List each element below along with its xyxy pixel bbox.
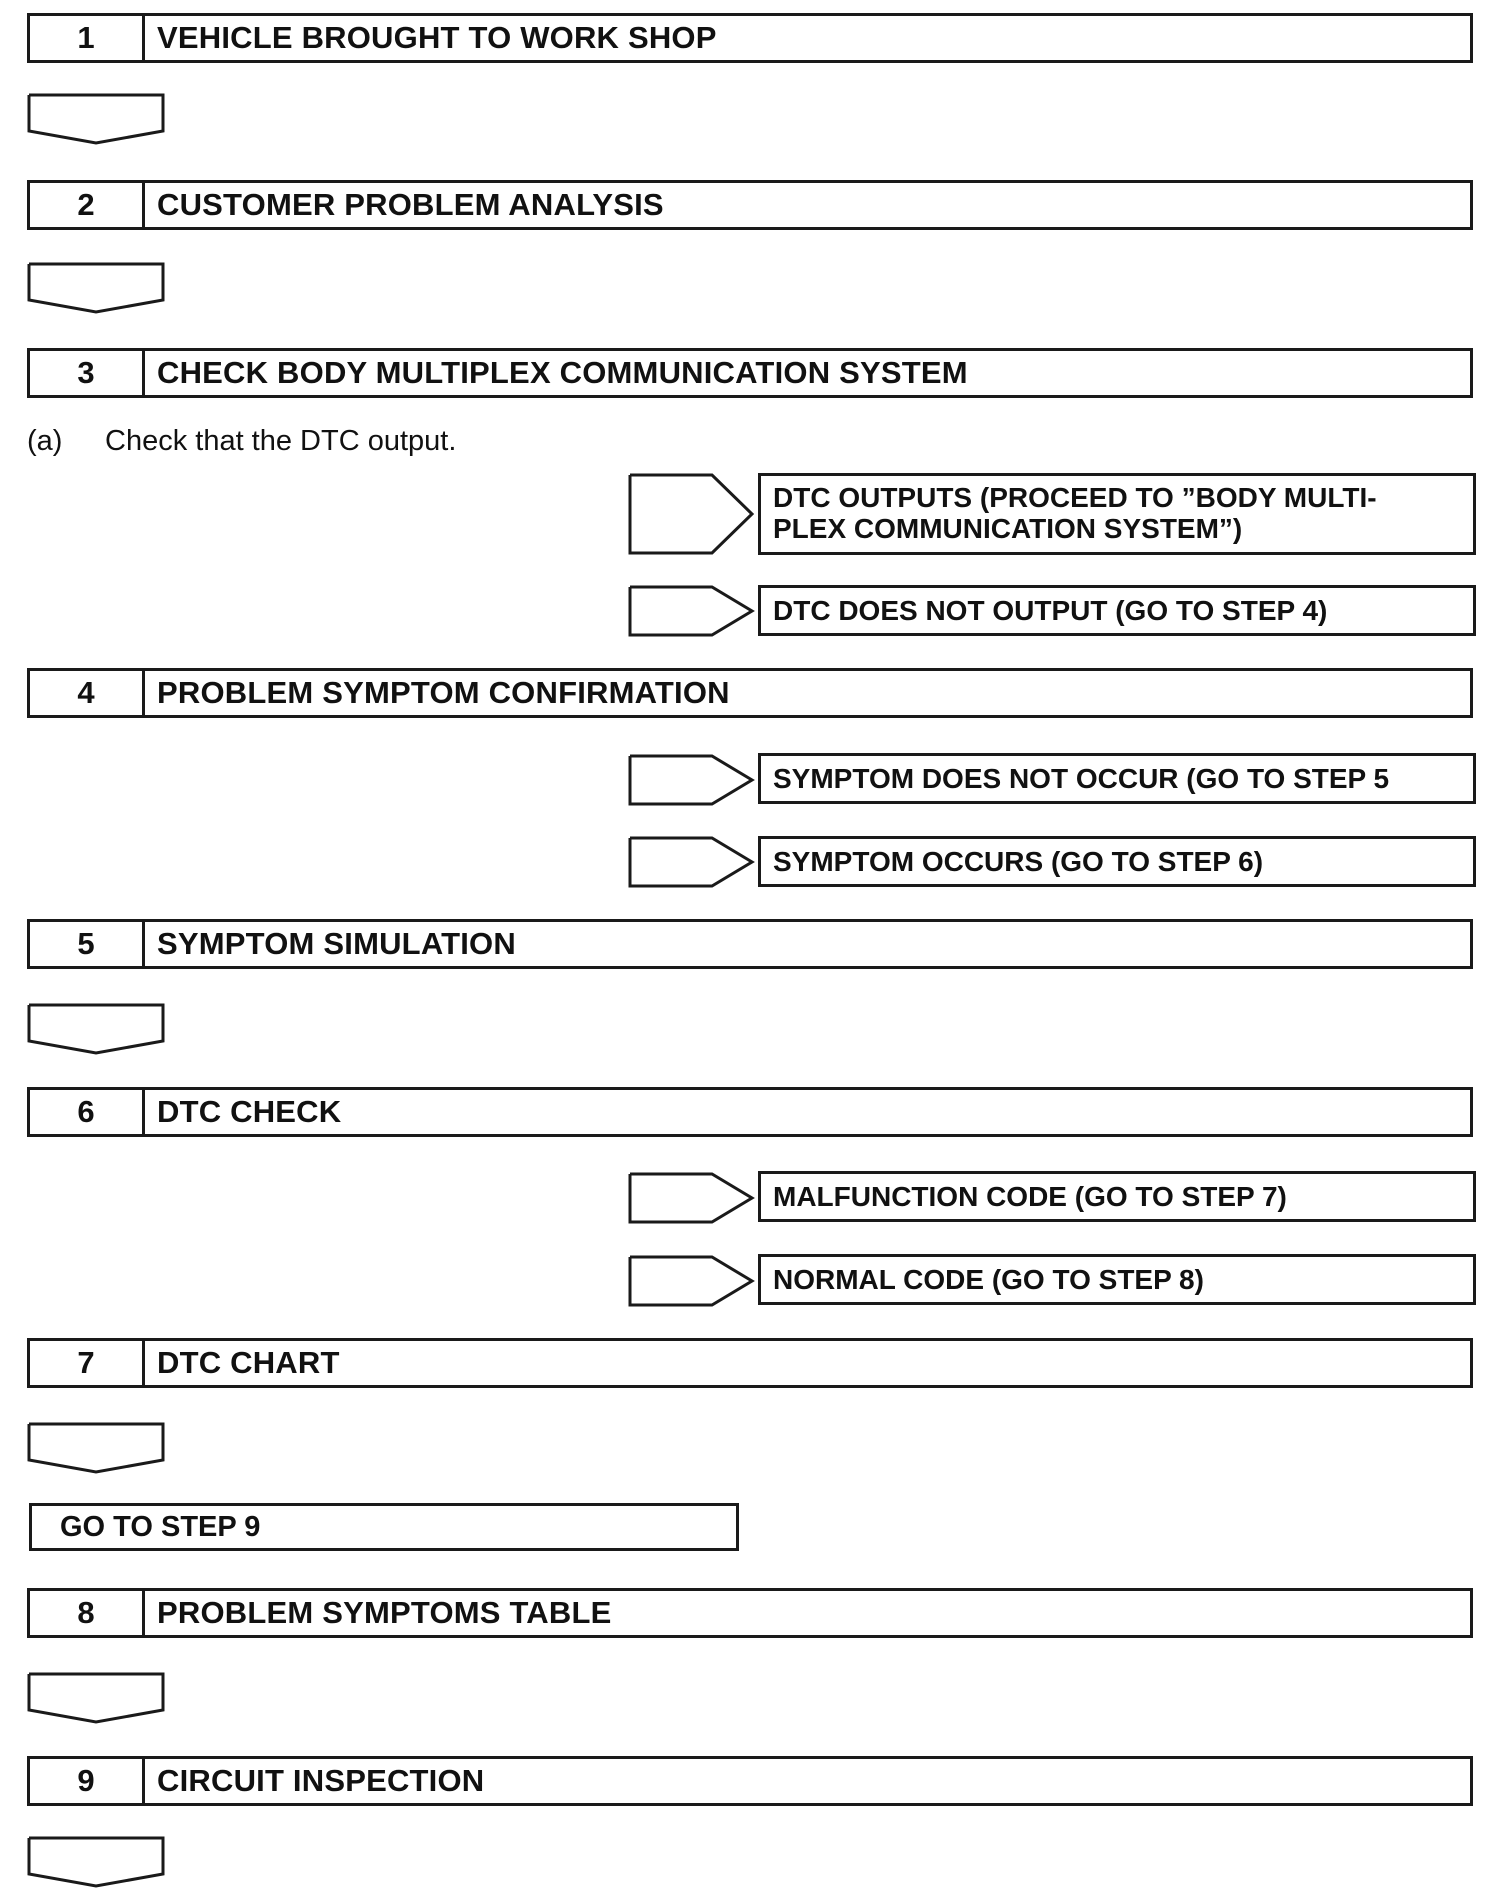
step-title: CHECK BODY MULTIPLEX COMMUNICATION SYSTEM — [157, 355, 968, 390]
step-4-box — [27, 668, 1473, 718]
step-1-box — [27, 13, 1473, 63]
step-8-box — [27, 1588, 1473, 1638]
step-number: 2 — [30, 183, 145, 227]
down-arrow-icon — [27, 262, 165, 314]
right-arrow-icon — [628, 473, 755, 555]
step-title: DTC CHECK — [157, 1094, 342, 1129]
step-title: DTC CHART — [157, 1345, 340, 1380]
result-text-line: DTC OUTPUTS (PROCEED TO ”BODY MULTI- — [773, 482, 1377, 513]
step-number: 6 — [30, 1090, 145, 1134]
step-title: CIRCUIT INSPECTION — [157, 1763, 485, 1798]
result-dtc-not-output: DTC DOES NOT OUTPUT (GO TO STEP 4) — [758, 585, 1476, 636]
down-arrow-icon — [27, 1003, 165, 1055]
step-title: SYMPTOM SIMULATION — [157, 926, 516, 961]
step-title: VEHICLE BROUGHT TO WORK SHOP — [157, 20, 717, 55]
step-title: CUSTOMER PROBLEM ANALYSIS — [157, 187, 664, 222]
step-number: 4 — [30, 671, 145, 715]
step-title: PROBLEM SYMPTOMS TABLE — [157, 1595, 612, 1630]
down-arrow-icon — [27, 1422, 165, 1474]
step-number: 9 — [30, 1759, 145, 1803]
down-arrow-icon — [27, 93, 165, 145]
step-number: 5 — [30, 922, 145, 966]
step-title: PROBLEM SYMPTOM CONFIRMATION — [157, 675, 730, 710]
right-arrow-icon — [628, 585, 755, 637]
goto-step-9-box: GO TO STEP 9 — [29, 1503, 739, 1551]
step-3-box — [27, 348, 1473, 398]
right-arrow-icon — [628, 1172, 755, 1224]
step-2-box — [27, 180, 1473, 230]
step-number: 7 — [30, 1341, 145, 1385]
result-text-line: PLEX COMMUNICATION SYSTEM”) — [773, 513, 1243, 544]
instruction-label: (a) — [27, 425, 63, 457]
step-9-box — [27, 1756, 1473, 1806]
instruction-text: Check that the DTC output. — [105, 425, 457, 457]
down-arrow-icon — [27, 1836, 165, 1888]
step-6-box — [27, 1087, 1473, 1137]
right-arrow-icon — [628, 754, 755, 806]
down-arrow-icon — [27, 1672, 165, 1724]
result-dtc-outputs — [758, 473, 1476, 555]
step-3-instruction — [27, 425, 456, 458]
step-number: 8 — [30, 1591, 145, 1635]
result-symptom-occurs: SYMPTOM OCCURS (GO TO STEP 6) — [758, 836, 1476, 887]
step-number: 1 — [30, 16, 145, 60]
result-symptom-not-occur: SYMPTOM DOES NOT OCCUR (GO TO STEP 5 — [758, 753, 1476, 804]
step-7-box — [27, 1338, 1473, 1388]
right-arrow-icon — [628, 836, 755, 888]
step-5-box — [27, 919, 1473, 969]
right-arrow-icon — [628, 1255, 755, 1307]
step-number: 3 — [30, 351, 145, 395]
result-malfunction-code: MALFUNCTION CODE (GO TO STEP 7) — [758, 1171, 1476, 1222]
result-normal-code: NORMAL CODE (GO TO STEP 8) — [758, 1254, 1476, 1305]
